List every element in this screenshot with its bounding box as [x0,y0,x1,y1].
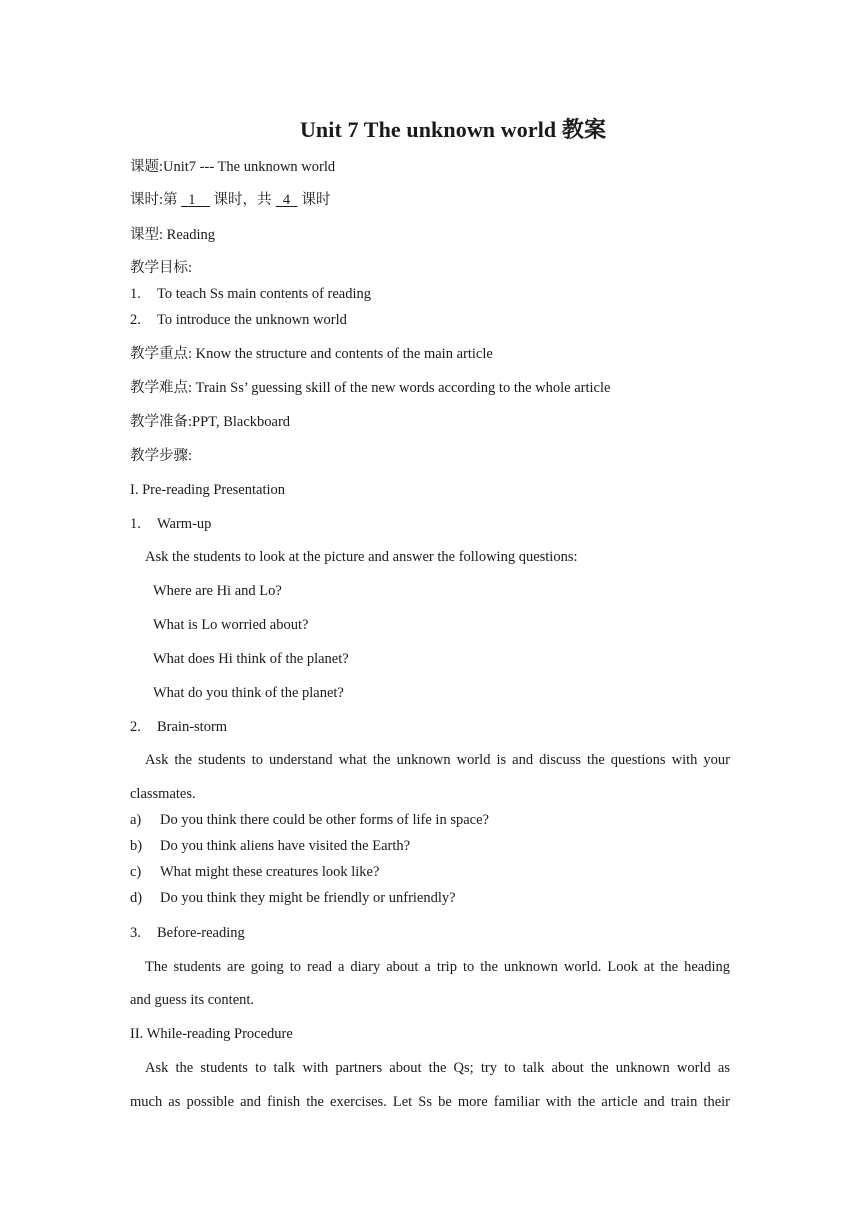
document-title: Unit 7 The unknown world 教案 [299,117,607,142]
objective-item [130,285,371,303]
brainstorm-label: Brain-storm [157,719,228,735]
objectives-heading: 教学目标: [130,260,193,276]
before-reading-number: 3. [130,925,141,941]
warmup-question: What does Hi think of the planet? [153,651,349,667]
period-prefix: 课时:第 [130,192,178,208]
question-text: Do you think they might be friendly or unfriendly? [160,890,456,906]
period-middle: 课时，共 [213,192,272,208]
warmup-label: Warm-up [157,516,212,532]
before-reading-text-line: and guess its content. [130,992,255,1008]
warmup-instruction: Ask the students to look at the picture and answer the following questions: [145,549,578,565]
question-letter: a) [130,812,142,828]
period-current-blank [178,191,214,209]
warmup-heading [130,515,211,533]
topic-line: 课题:Unit7 --- The unknown world [130,159,336,175]
warmup-question: What do you think of the planet? [153,685,344,701]
section-two-heading: II. While-reading Procedure [130,1026,293,1042]
period-total-value: 4 [282,192,291,208]
while-reading-text-line: Ask the students to talk with partners about the Qs; try to talk about the unknown world as [145,1060,730,1076]
question-letter: b) [130,838,143,854]
brainstorm-question [130,863,379,881]
question-text: Do you think aliens have visited the Earth? [160,838,411,854]
period-suffix: 课时 [301,192,331,208]
question-text: Do you think there could be other forms of life in space? [160,812,489,828]
question-letter: c) [130,864,142,880]
period-current-value: 1 [188,192,196,208]
brainstorm-question [130,811,489,829]
brainstorm-number: 2. [130,719,141,735]
objective-number: 2. [130,312,141,328]
warmup-question: What is Lo worried about? [153,617,309,633]
brainstorm-question [130,837,410,855]
warmup-number: 1. [130,516,141,532]
brainstorm-question [130,889,456,907]
brainstorm-instruction-line: classmates. [130,786,196,802]
key-point-line: 教学重点: Know the structure and contents of the main article [130,346,493,362]
question-text: What might these creatures look like? [160,864,380,880]
before-reading-text-line: The students are going to read a diary about a trip to the unknown world. Look at the heading [145,959,730,975]
period-line [130,191,331,209]
brainstorm-instruction-line: Ask the students to understand what the unknown world is and discuss the questions with your [145,752,730,768]
period-total-blank [272,191,302,209]
while-reading-text-line: much as possible and finish the exercises. Let Ss be more familiar with the article and train their [130,1094,730,1110]
objective-text: To introduce the unknown world [157,312,347,328]
objective-item [130,311,347,329]
steps-heading: 教学步骤: [130,448,193,464]
brainstorm-heading [130,718,227,736]
lesson-type-line: 课型: Reading [130,227,215,243]
objective-text: To teach Ss main contents of reading [157,286,372,302]
objective-number: 1. [130,286,141,302]
difficulty-line: 教学难点: Train Ss’ guessing skill of the new words according to the whole article [130,380,611,396]
before-reading-heading [130,924,245,942]
warmup-question: Where are Hi and Lo? [153,583,282,599]
before-reading-label: Before-reading [157,925,245,941]
preparation-line: 教学准备:PPT, Blackboard [130,414,291,430]
question-letter: d) [130,890,143,906]
section-one-heading: I. Pre-reading Presentation [130,482,286,498]
